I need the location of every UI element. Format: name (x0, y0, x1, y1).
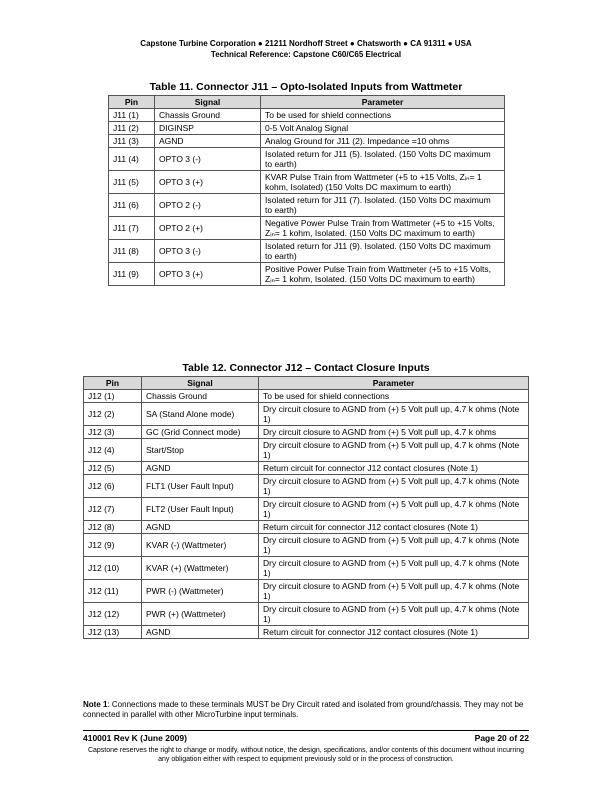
pin-cell: J12 (6) (84, 475, 142, 498)
parameter-cell: Dry circuit closure to AGND from (+) 5 Volt pull up, 4.7 k ohms (Note 1) (259, 498, 529, 521)
pin-cell: J12 (12) (84, 603, 142, 626)
parameter-cell: Dry circuit closure to AGND from (+) 5 Volt pull up, 4.7 k ohms (Note 1) (259, 439, 529, 462)
parameter-cell: Dry circuit closure to AGND from (+) 5 Volt pull up, 4.7 k ohms (259, 426, 529, 439)
signal-cell: AGND (142, 462, 259, 475)
footer-doc-id: 410001 Rev K (June 2009) (83, 733, 187, 743)
page-header (0, 38, 612, 60)
pin-cell: J12 (4) (84, 439, 142, 462)
table-row (84, 475, 529, 498)
header-signal: Signal (155, 96, 261, 109)
parameter-cell: Dry circuit closure to AGND from (+) 5 Volt pull up, 4.7 k ohms (Note 1) (259, 534, 529, 557)
connector-j12-table (83, 376, 529, 639)
parameter-cell: Dry circuit closure to AGND from (+) 5 Volt pull up, 4.7 k ohms (Note 1) (259, 403, 529, 426)
header-parameter: Parameter (259, 377, 529, 390)
note-text: : Connections made to these terminals MUST be Dry Circuit rated and isolated from ground/chassis. They may not be connected in parallel with other MicroTurbine input terminals. (83, 700, 524, 719)
footer-disclaimer: Capstone reserves the right to change or modify, without notice, the design, specifications, and/or contents of this document without incurring any obligation either with respect to equipment previously sold or in the process of construction. (87, 747, 525, 763)
signal-cell: Chassis Ground (155, 109, 261, 122)
signal-cell: OPTO 3 (-) (155, 240, 261, 263)
pin-cell: J11 (9) (109, 263, 155, 286)
signal-cell: OPTO 3 (+) (155, 263, 261, 286)
table-row (109, 135, 505, 148)
parameter-cell: Return circuit for connector J12 contact closures (Note 1) (259, 462, 529, 475)
signal-cell: GC (Grid Connect mode) (142, 426, 259, 439)
table-row (109, 148, 505, 171)
signal-cell: FLT2 (User Fault Input) (142, 498, 259, 521)
parameter-cell: Dry circuit closure to AGND from (+) 5 Volt pull up, 4.7 k ohms (Note 1) (259, 580, 529, 603)
parameter-cell: Dry circuit closure to AGND from (+) 5 Volt pull up, 4.7 k ohms (Note 1) (259, 603, 529, 626)
parameter-cell: Analog Ground for J11 (2). Impedance =10 ohms (261, 135, 505, 148)
signal-cell: Start/Stop (142, 439, 259, 462)
table-row (84, 498, 529, 521)
table-row (109, 109, 505, 122)
parameter-cell: Isolated return for J11 (9). Isolated. (150 Volts DC maximum to earth) (261, 240, 505, 263)
header-signal: Signal (142, 377, 259, 390)
pin-cell: J12 (13) (84, 626, 142, 639)
signal-cell: KVAR (+) (Wattmeter) (142, 557, 259, 580)
table-header-row (84, 377, 529, 390)
pin-cell: J11 (3) (109, 135, 155, 148)
pin-cell: J12 (10) (84, 557, 142, 580)
parameter-cell: Return circuit for connector J12 contact closures (Note 1) (259, 521, 529, 534)
table-row (84, 580, 529, 603)
header-doc-title: Technical Reference: Capstone C60/C65 Electrical (210, 50, 402, 59)
table-row (84, 426, 529, 439)
pin-cell: J11 (1) (109, 109, 155, 122)
parameter-cell: Isolated return for J11 (7). Isolated. (150 Volts DC maximum to earth) (261, 194, 505, 217)
connector-j11-table (108, 95, 505, 286)
table-row (84, 462, 529, 475)
signal-cell: PWR (-) (Wattmeter) (142, 580, 259, 603)
pin-cell: J11 (4) (109, 148, 155, 171)
pin-cell: J12 (11) (84, 580, 142, 603)
table-row (109, 122, 505, 135)
signal-cell: DIGINSP (155, 122, 261, 135)
pin-cell: J12 (7) (84, 498, 142, 521)
pin-cell: J12 (9) (84, 534, 142, 557)
parameter-cell: Isolated return for J11 (5). Isolated. (150 Volts DC maximum to earth) (261, 148, 505, 171)
table-row (109, 171, 505, 194)
signal-cell: KVAR (-) (Wattmeter) (142, 534, 259, 557)
table12-caption: Table 12. Connector J12 – Contact Closure Inputs (182, 362, 430, 374)
header-pin: Pin (109, 96, 155, 109)
table-row (84, 557, 529, 580)
table-row (84, 439, 529, 462)
table-row (84, 626, 529, 639)
pin-cell: J11 (5) (109, 171, 155, 194)
table-row (109, 217, 505, 240)
footer-divider (83, 730, 529, 731)
pin-cell: J11 (8) (109, 240, 155, 263)
pin-cell: J12 (1) (84, 390, 142, 403)
table-header-row (109, 96, 505, 109)
header-parameter: Parameter (261, 96, 505, 109)
signal-cell: OPTO 2 (+) (155, 217, 261, 240)
table-row (109, 263, 505, 286)
signal-cell: OPTO 3 (+) (155, 171, 261, 194)
header-pin: Pin (84, 377, 142, 390)
pin-cell: J12 (5) (84, 462, 142, 475)
parameter-cell: 0-5 Volt Analog Signal (261, 122, 505, 135)
footnote (83, 700, 529, 720)
signal-cell: SA (Stand Alone mode) (142, 403, 259, 426)
signal-cell: AGND (142, 626, 259, 639)
parameter-cell: Dry circuit closure to AGND from (+) 5 Volt pull up, 4.7 k ohms (Note 1) (259, 557, 529, 580)
pin-cell: J12 (8) (84, 521, 142, 534)
pin-cell: J12 (3) (84, 426, 142, 439)
header-company-line: Capstone Turbine Corporation ● 21211 Nordhoff Street ● Chatsworth ● CA 91311 ● USA (140, 39, 472, 48)
pin-cell: J11 (6) (109, 194, 155, 217)
pin-cell: J11 (7) (109, 217, 155, 240)
note-label: Note 1 (83, 700, 108, 709)
table-row (84, 390, 529, 403)
table-row (84, 603, 529, 626)
signal-cell: AGND (142, 521, 259, 534)
signal-cell: OPTO 2 (-) (155, 194, 261, 217)
parameter-cell: KVAR Pulse Train from Wattmeter (+5 to +15 Volts, Zᵢₙ= 1 kohm, Isolated) (150 Volts DC maximum to earth) (261, 171, 505, 194)
signal-cell: FLT1 (User Fault Input) (142, 475, 259, 498)
parameter-cell: To be used for shield connections (261, 109, 505, 122)
parameter-cell: Positive Power Pulse Train from Wattmeter (+5 to +15 Volts, Zᵢₙ= 1 kohm, Isolated. (150 Volts DC maximum to earth) (261, 263, 505, 286)
footer-page-number: Page 20 of 22 (474, 733, 529, 743)
signal-cell: OPTO 3 (-) (155, 148, 261, 171)
pin-cell: J11 (2) (109, 122, 155, 135)
signal-cell: AGND (155, 135, 261, 148)
parameter-cell: Dry circuit closure to AGND from (+) 5 Volt pull up, 4.7 k ohms (Note 1) (259, 475, 529, 498)
table-row (84, 403, 529, 426)
table-row (84, 521, 529, 534)
table-row (109, 194, 505, 217)
parameter-cell: To be used for shield connections (259, 390, 529, 403)
table-row (109, 240, 505, 263)
parameter-cell: Return circuit for connector J12 contact closures (Note 1) (259, 626, 529, 639)
table11-caption: Table 11. Connector J11 – Opto-Isolated Inputs from Wattmeter (149, 81, 463, 93)
signal-cell: PWR (+) (Wattmeter) (142, 603, 259, 626)
signal-cell: Chassis Ground (142, 390, 259, 403)
parameter-cell: Negative Power Pulse Train from Wattmeter (+5 to +15 Volts, Zᵢₙ= 1 kohm, Isolated. (150 Volts DC maximum to earth) (261, 217, 505, 240)
pin-cell: J12 (2) (84, 403, 142, 426)
table-row (84, 534, 529, 557)
